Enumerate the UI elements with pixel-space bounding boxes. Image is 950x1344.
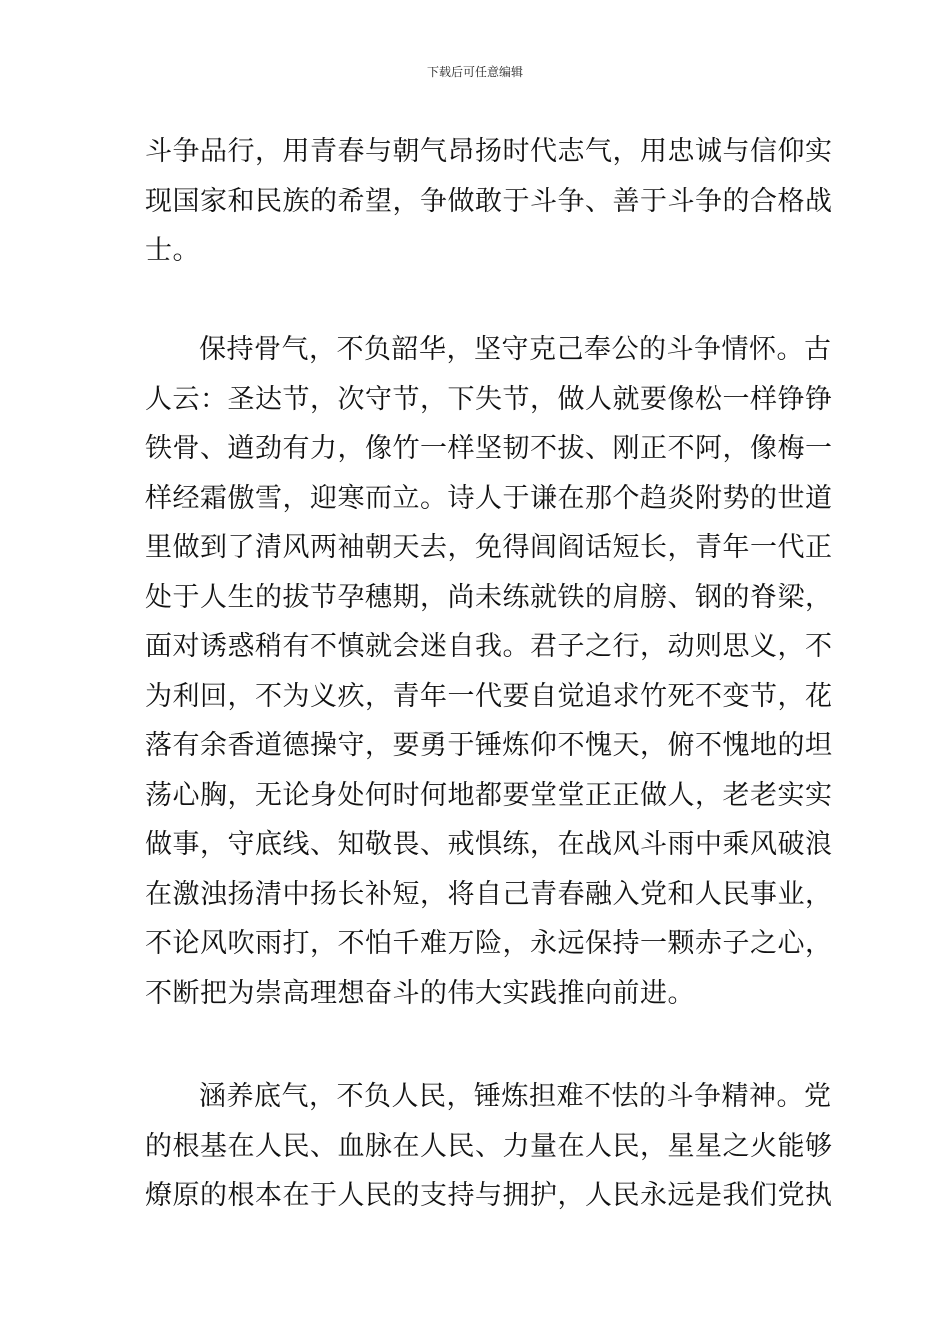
text-line: 为利回，不为义疚，青年一代要自觉追求竹死不变节，花 [145,680,833,712]
paragraph [145,1072,833,1221]
text-line: 人云：圣达节，次守节，下失节，做人就要像松一样铮铮 [145,383,833,415]
page-header: 下载后可任意编辑 [426,65,523,79]
text-line: 里做到了清风两袖朝天去，免得闾阎话短长，青年一代正 [145,532,833,563]
text-line: 燎原的根本在于人民的支持与拥护，人民永远是我们党执 [145,1180,833,1211]
text-line: 不断把为崇高理想奋斗的伟大实践推向前进。 [145,977,695,1009]
paragraph [145,325,833,1018]
text-line: 落有余香道德操守，要勇于锤炼仰不愧天，俯不愧地的坦 [145,730,833,761]
text-line: 涵养底气，不负人民，锤炼担难不怯的斗争精神。党 [199,1081,832,1112]
text-line: 荡心胸，无论身处何时何地都要堂堂正正做人，老老实实 [145,779,833,811]
text-line: 样经霜傲雪，迎寒而立。诗人于谦在那个趋炎附势的世道 [145,482,833,514]
text-line: 铁骨、遒劲有力，像竹一样坚韧不拔、刚正不阿，像梅一 [145,433,833,464]
text-line: 做事，守底线、知敬畏、戒惧练，在战风斗雨中乘风破浪 [145,829,833,860]
paragraph [145,127,833,276]
text-line: 现国家和民族的希望，争做敢于斗争、善于斗争的合格战 [145,185,833,217]
text-line: 面对诱惑稍有不慎就会迷自我。君子之行，动则思义，不 [145,631,833,662]
text-line: 斗争品行，用青春与朝气昂扬时代志气，用忠诚与信仰实 [145,136,833,167]
text-line: 士。 [145,235,200,266]
text-line: 保持骨气，不负韶华，坚守克己奉公的斗争情怀。古 [199,334,832,365]
text-line: 不论风吹雨打，不怕千难万险，永远保持一颗赤子之心， [145,928,833,959]
text-line: 的根基在人民、血脉在人民、力量在人民，星星之火能够 [145,1130,833,1162]
text-line: 处于人生的拔节孕穗期，尚未练就铁的肩膀、钢的脊梁， [145,581,833,613]
text-line: 在激浊扬清中扬长补短，将自己青春融入党和人民事业， [145,878,833,910]
